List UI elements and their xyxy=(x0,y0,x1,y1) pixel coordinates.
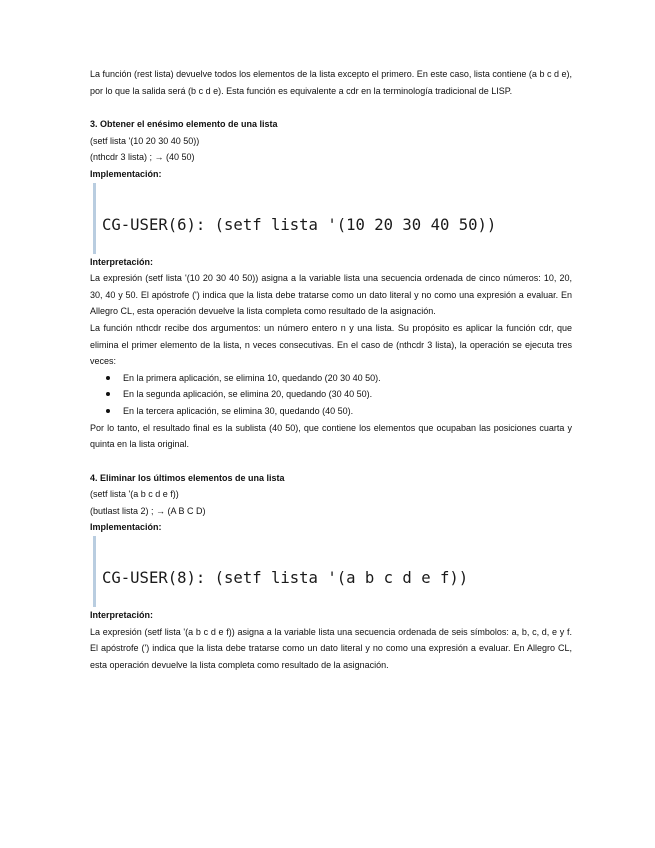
intro-paragraph: La función (rest lista) devuelve todos los elementos de la lista excepto el primero. En este caso, lista contiene (a b c d e), por lo que la salida será (b c d e). Esta función es equivalente a cdr en la terminología tradicional de LISP. xyxy=(90,69,572,96)
section4-terminal-screenshot xyxy=(93,536,572,607)
terminal-line: CG-USER(6): (setf lista '(10 20 30 40 50)) xyxy=(102,215,497,234)
section4-interpretation-paragraph: La expresión (setf lista '(a b c d e f)) asigna a la variable lista una secuencia ordenada de seis símbolos: a, b, c, d, e y f. El apóstrofe (') indica que la lista debe tratarse como un dato literal y no como una expresión a evaluar. En Allegro CL, esta operación devuelve la lista completa como resultado de la asignación. xyxy=(90,626,572,670)
section3-interpretation-paragraph: La expresión (setf lista '(10 20 30 40 50)) asigna a la variable lista una secuencia ordenada de cinco números: 10, 20, 30, 40 y 50. El apóstrofe (') indica que la lista debe tratarse como un dato literal y no como una expresión a evaluar. En Allegro CL, esta operación devuelve la lista completa como resultado de la asignación. xyxy=(90,273,572,317)
section4-code-line2: (butlast lista 2) ; → (A B C D) xyxy=(90,505,206,516)
section3-nthcdr-paragraph: La función nthcdr recibe dos argumentos: un número entero n y una lista. Su propósito es aplicar la función cdr, que elimina el primer elemento de la lista, n veces consecutivas. En el caso de (nthcdr 3 lista), la operación se ejecuta tres veces: xyxy=(90,322,572,367)
list-item: En la segunda aplicación, se elimina 20, quedando (30 40 50). xyxy=(123,386,572,403)
section3-terminal-screenshot xyxy=(93,183,572,254)
section3-implementation-label: Implementación: xyxy=(90,168,162,179)
section3-bullet-list xyxy=(90,370,572,420)
section4-implementation-label: Implementación: xyxy=(90,522,162,533)
section4-heading: 4. Eliminar los últimos elementos de una lista xyxy=(90,472,285,483)
section3-code-line2: (nthcdr 3 lista) ; → (40 50) xyxy=(90,152,195,163)
list-item: En la primera aplicación, se elimina 10, quedando (20 30 40 50). xyxy=(123,370,572,387)
document-page xyxy=(90,66,572,673)
section4-code-line1: (setf lista '(a b c d e f)) xyxy=(90,489,179,500)
section3-heading: 3. Obtener el enésimo elemento de una lista xyxy=(90,119,278,130)
section3-conclusion: Por lo tanto, el resultado final es la sublista (40 50), que contiene los elementos que ocupaban las posiciones cuarta y quinta en la lista original. xyxy=(90,422,572,450)
section4-interpretation-label: Interpretación: xyxy=(90,610,154,621)
list-item: En la tercera aplicación, se elimina 30, quedando (40 50). xyxy=(123,403,572,420)
section3-code-line1: (setf lista '(10 20 30 40 50)) xyxy=(90,135,200,146)
section3-interpretation-label: Interpretación: xyxy=(90,256,154,267)
terminal-line: CG-USER(8): (setf lista '(a b c d e f)) xyxy=(102,569,469,588)
